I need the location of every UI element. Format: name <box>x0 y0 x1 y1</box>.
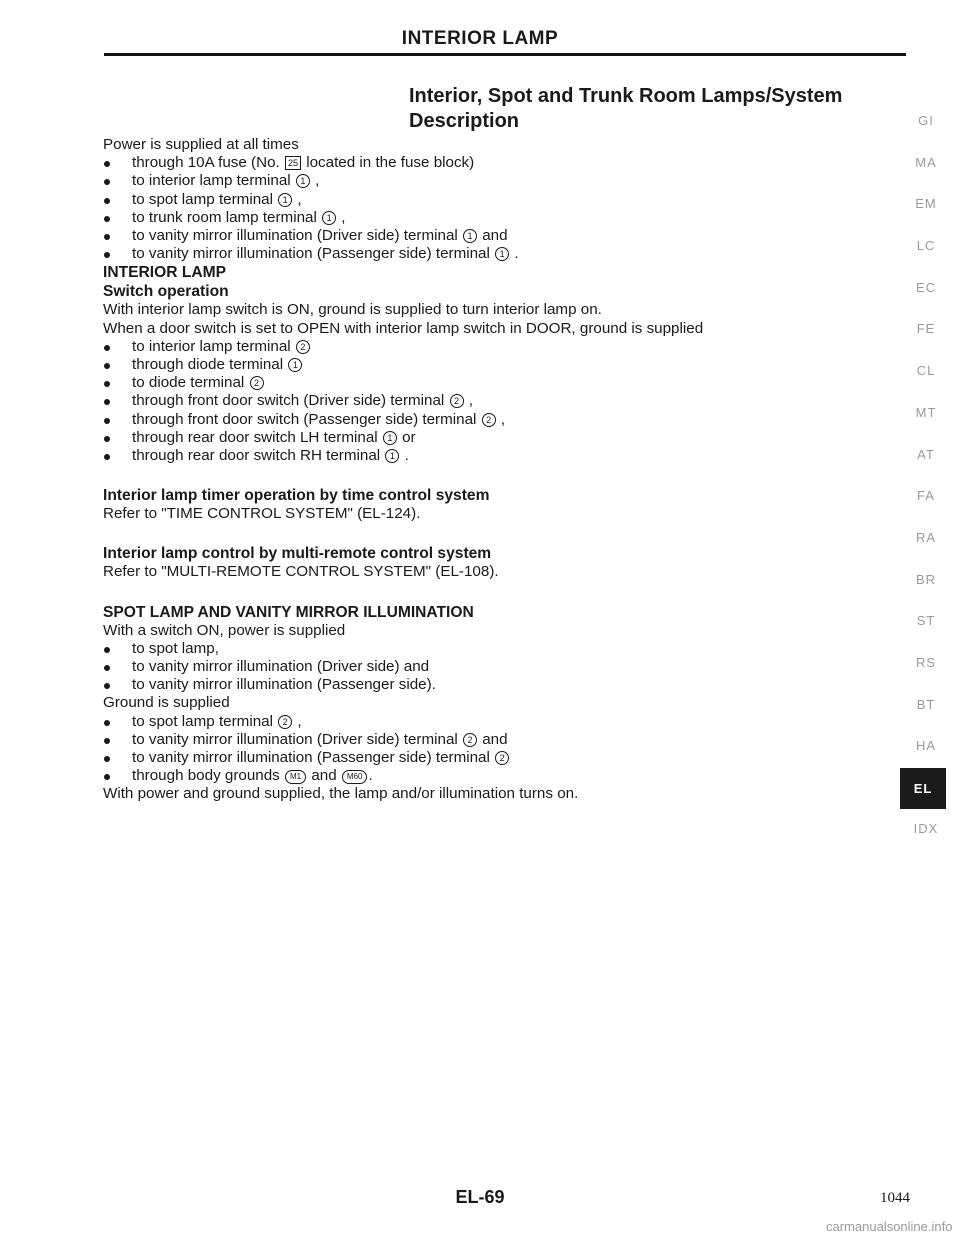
list-text: to vanity mirror illumination (Passenger side). <box>132 676 436 694</box>
page-header: INTERIOR LAMP <box>401 28 559 49</box>
switch-paragraph-1: With interior lamp switch is ON, ground is supplied to turn interior lamp on. <box>103 301 602 319</box>
ground-list-item <box>103 713 863 731</box>
list-text: located in the fuse block) <box>301 154 475 172</box>
section-title-line2: Description <box>409 110 520 132</box>
body-ground-symbol: M1 <box>285 770 306 784</box>
list-text: through front door switch (Passenger side) terminal <box>132 410 481 428</box>
terminal-number-symbol: 1 <box>296 174 310 188</box>
ground-list-item <box>103 767 863 785</box>
terminal-number-symbol: 1 <box>322 211 336 225</box>
list-text: , <box>496 410 506 428</box>
list-text: to vanity mirror illumination (Passenger side) terminal <box>132 245 495 263</box>
spot-power-list-item <box>103 676 863 694</box>
list-text: to interior lamp terminal <box>132 337 295 355</box>
side-tab-gi[interactable]: GI <box>918 113 934 128</box>
power-list <box>103 154 863 263</box>
ground-list <box>103 713 863 786</box>
list-text: to vanity mirror illumination (Driver side) terminal <box>132 730 462 748</box>
switch-list-item <box>103 392 863 410</box>
list-text: to diode terminal <box>132 374 249 392</box>
list-text: , <box>293 712 302 730</box>
switch-list <box>103 338 863 465</box>
list-text: through diode terminal <box>132 356 288 374</box>
terminal-number-symbol: 2 <box>296 340 310 354</box>
terminal-number-symbol: 1 <box>463 229 477 243</box>
side-tab-lc[interactable]: LC <box>916 238 936 254</box>
remote-heading: Interior lamp control by multi-remote control system <box>103 545 492 563</box>
side-tab-em[interactable]: EM <box>915 196 937 212</box>
spot-closing: With power and ground supplied, the lamp and/or illumination turns on. <box>103 785 579 803</box>
power-list-item <box>103 245 863 263</box>
fuse-number-symbol: 25 <box>285 156 301 170</box>
list-text: through rear door switch RH terminal <box>132 447 385 465</box>
terminal-number-symbol: 1 <box>383 431 397 445</box>
switch-list-item <box>103 429 863 447</box>
section-title-line1: Interior, Spot and Trunk Room Lamps/System <box>409 85 843 107</box>
list-text: through front door switch (Driver side) terminal <box>132 392 449 410</box>
list-text: to interior lamp terminal <box>132 172 295 190</box>
spot-power-list-item <box>103 658 863 676</box>
list-text: and <box>307 767 341 785</box>
list-text: or <box>397 428 416 446</box>
list-text: to spot lamp, <box>132 639 219 657</box>
switch-list-item <box>103 374 863 392</box>
switch-paragraph-2: When a door switch is set to OPEN with interior lamp switch in DOOR, ground is supplied <box>103 319 704 337</box>
power-list-item <box>103 209 863 227</box>
switch-list-item <box>103 356 863 374</box>
list-text: , <box>310 172 320 190</box>
side-tab-ec[interactable]: EC <box>915 279 937 295</box>
page-count: 1044 <box>880 1190 910 1206</box>
timer-text: Refer to "TIME CONTROL SYSTEM" (EL-124). <box>103 505 421 523</box>
interior-lamp-heading: INTERIOR LAMP <box>103 264 227 282</box>
terminal-number-symbol: 2 <box>495 751 509 765</box>
side-tab-mt[interactable]: MT <box>915 404 937 420</box>
header-rule <box>104 53 906 56</box>
side-tab-rs[interactable]: RS <box>915 654 937 670</box>
power-intro: Power is supplied at all times <box>103 136 299 153</box>
terminal-number-symbol: 1 <box>278 193 292 207</box>
list-text: , <box>337 208 346 226</box>
list-text: to spot lamp terminal <box>132 190 278 208</box>
side-tab-cl[interactable]: CL <box>916 363 936 379</box>
list-text: to vanity mirror illumination (Driver side) terminal <box>132 227 462 245</box>
page-number: EL-69 <box>455 1187 505 1207</box>
content <box>103 136 863 804</box>
spot-intro: With a switch ON, power is supplied <box>103 621 346 639</box>
side-tab-ra[interactable]: RA <box>915 529 937 545</box>
side-tab-idx[interactable]: IDX <box>913 821 939 836</box>
remote-text: Refer to "MULTI-REMOTE CONTROL SYSTEM" (EL-108). <box>103 563 499 581</box>
list-text: and <box>478 730 508 748</box>
power-list-item <box>103 191 863 209</box>
list-text: through 10A fuse (No. <box>132 154 284 172</box>
list-text: . <box>400 447 409 465</box>
list-text: through body grounds <box>132 767 284 785</box>
side-tab-br[interactable]: BR <box>915 571 937 587</box>
side-tabs <box>906 104 946 854</box>
terminal-number-symbol: 2 <box>250 376 264 390</box>
side-tab-fa[interactable]: FA <box>917 488 935 504</box>
side-tab-ha[interactable]: HA <box>915 738 937 754</box>
spot-lamp-heading: SPOT LAMP AND VANITY MIRROR ILLUMINATION <box>103 603 474 621</box>
list-text: and <box>478 227 508 245</box>
spot-power-list <box>103 640 863 695</box>
switch-list-item <box>103 447 863 465</box>
switch-list-item <box>103 338 863 356</box>
switch-operation-heading: Switch operation <box>103 283 229 301</box>
terminal-number-symbol: 2 <box>463 733 477 747</box>
body-ground-symbol: M60 <box>342 770 368 784</box>
side-tab-bt[interactable]: BT <box>916 696 936 712</box>
ground-list-item <box>103 731 863 749</box>
terminal-number-symbol: 2 <box>278 715 292 729</box>
switch-list-item <box>103 411 863 429</box>
list-text: . <box>368 767 373 785</box>
terminal-number-symbol: 1 <box>495 247 509 261</box>
list-text: to vanity mirror illumination (Driver side) and <box>132 658 430 676</box>
terminal-number-symbol: 1 <box>385 449 399 463</box>
ground-intro: Ground is supplied <box>103 694 230 712</box>
list-text: through rear door switch LH terminal <box>132 428 382 446</box>
watermark: carmanualsonline.info <box>826 1219 953 1234</box>
side-tab-fe[interactable]: FE <box>916 321 936 337</box>
side-tab-ma[interactable]: MA <box>915 154 937 170</box>
list-text: , <box>464 392 473 410</box>
timer-heading: Interior lamp timer operation by time control system <box>103 487 490 505</box>
list-text: to trunk room lamp terminal <box>132 208 322 226</box>
section-title <box>409 84 842 134</box>
spot-power-list-item <box>103 640 863 658</box>
power-list-item <box>103 154 863 172</box>
terminal-number-symbol: 2 <box>450 394 464 408</box>
side-tab-el[interactable]: EL <box>900 768 946 809</box>
power-list-item <box>103 172 863 190</box>
list-text: to spot lamp terminal <box>132 712 278 730</box>
terminal-number-symbol: 1 <box>288 358 302 372</box>
ground-list-item <box>103 749 863 767</box>
list-text: . <box>510 245 519 263</box>
list-text: to vanity mirror illumination (Passenger side) terminal <box>132 749 495 767</box>
list-text: , <box>293 190 302 208</box>
side-tab-at[interactable]: AT <box>917 446 935 462</box>
power-list-item <box>103 227 863 245</box>
terminal-number-symbol: 2 <box>482 413 496 427</box>
side-tab-st[interactable]: ST <box>916 613 936 629</box>
